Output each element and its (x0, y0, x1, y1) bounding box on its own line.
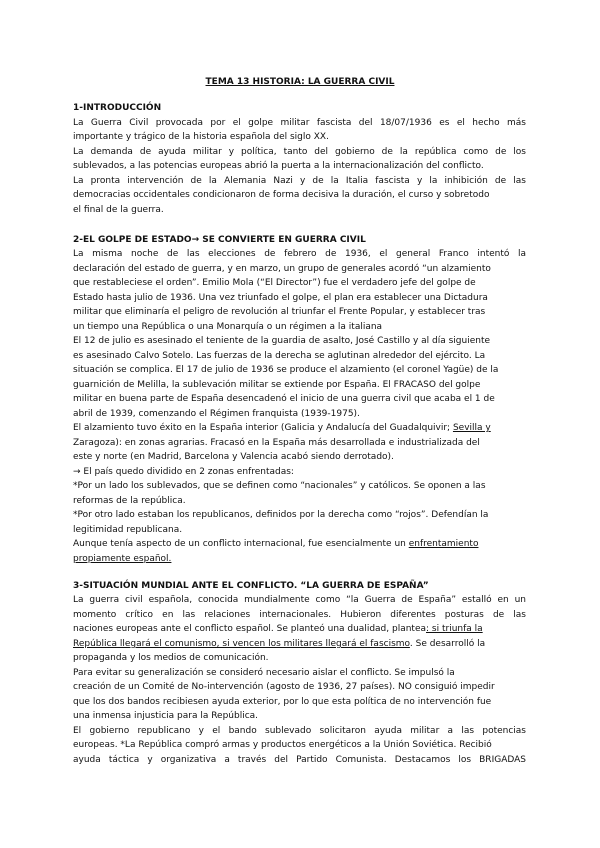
underlined-text: enfrentamiento (408, 539, 479, 549)
paragraph-line: Estado hasta julio de 1936. Una vez triunfado el golpe, el plan era establecer una Dictadura (73, 293, 488, 303)
section-2-heading: 2-EL GOLPE DE ESTADO→ SE CONVIERTE EN GUERRA CIVIL (73, 235, 366, 245)
paragraph-line: propiamente español. (73, 554, 172, 564)
underlined-text: República llegará el comunismo, si vencen los militares llegará el fascismo (73, 639, 410, 649)
paragraph-line: propaganda y los medios de comunicación. (73, 653, 269, 663)
paragraph-line: una inmensa injusticia para la República. (73, 711, 259, 721)
paragraph-line: este y norte (en Madrid, Barcelona y Valencia acabó siendo derrotado). (73, 452, 394, 462)
paragraph-line: momento crítico en las relaciones internacionales. Hubieron diferentes posturas de las (73, 610, 526, 620)
paragraph-line: → El país quedo dividido en 2 zonas enfrentadas: (73, 467, 294, 477)
paragraph-line: militar en buena parte de España desencadenó el inicio de una guerra civil que acaba el 1 de (73, 394, 495, 404)
paragraph-line: La guerra civil española, conocida mundialmente como “la Guerra de España” estalló en un (73, 595, 526, 605)
underlined-text: Sevilla y (452, 423, 491, 433)
paragraph-line: reformas de la república. (73, 496, 186, 506)
paragraph-line: El gobierno republicano y el bando sublevado solicitaron ayuda militar a las potencias (73, 726, 526, 736)
paragraph-line: ayuda táctica y organizativa a través del Partido Comunista. Destacamos los BRIGADAS (73, 755, 526, 765)
paragraph-line: importante y trágico de la historia española del siglo XX. (73, 132, 329, 142)
paragraph-line: guarnición de Melilla, la sublevación militar se extiende por España. El FRACASO del golpe (73, 380, 481, 390)
paragraph-line: un tiempo una República o una Monarquía o un régimen a la italiana (73, 322, 383, 332)
paragraph-line: militar que eliminaría el peligro de revolución al triunfar el Frente Popular, y establecer tras (73, 307, 486, 317)
paragraph-line: La pronta intervención de la Alemania Nazi y de la Italia fascista y la inhibición de las (73, 176, 526, 186)
paragraph-line (73, 422, 491, 434)
paragraph-line: legitimidad republicana. (73, 525, 183, 535)
paragraph-line: situación se complica. El 17 de julio de 1936 se produce el alzamiento (el coronel Yagüe) de la (73, 365, 499, 375)
paragraph-line: *Por un lado los sublevados, que se definen como “nacionales” y católicos. Se oponen a las (73, 481, 486, 491)
paragraph-line (73, 638, 485, 650)
paragraph-line: es asesinado Calvo Sotelo. Las fuerzas de la derecha se aglutinan alrededor del ejército. La (73, 351, 486, 361)
underlined-text: : si triunfa la (426, 624, 483, 634)
paragraph-line: que restableciese el orden”. Emilio Mola (“El Director”) fue el verdadero jefe del golpe de (73, 278, 476, 288)
paragraph-line: La demanda de ayuda militar y política, tanto del gobierno de la república como de los (73, 147, 526, 157)
paragraph-line: declaración del estado de guerra, y en marzo, un grupo de generales acordó “un alzamiento (73, 264, 491, 274)
paragraph-line: europeas. *La República compró armas y productos energéticos a la Unión Soviética. Recibió (73, 740, 492, 750)
paragraph-line: sublevados, a las potencias europeas abrió la puerta a la internacionalización del conflicto. (73, 161, 484, 171)
paragraph-line: creación de un Comité de No-intervención (agosto de 1936, 27 países). NO consiguió impedir (73, 682, 495, 692)
paragraph-line (73, 538, 478, 550)
paragraph-line: abril de 1939, comenzando el Régimen franquista (1939-1975). (73, 409, 360, 419)
paragraph-line: Zaragoza): en zonas agrarias. Fracasó en la España más desarrollada e industrializada del (73, 438, 480, 448)
paragraph-line: el final de la guerra. (73, 205, 164, 215)
text-span: . Se desarrolló la (409, 639, 486, 649)
paragraph-line: La misma noche de las elecciones de febrero de 1936, el general Franco intentó la (73, 249, 526, 259)
paragraph-line: El 12 de julio es asesinado el teniente de la guardia de asalto, José Castillo y al día siguiente (73, 336, 491, 346)
section-1-heading: 1-INTRODUCCIÓN (73, 103, 162, 113)
text-span: naciones europeas ante el conflicto español. Se planteó una dualidad, plantea (73, 624, 427, 634)
text-span: Aunque tenía aspecto de un conflicto internacional, fue esencialmente un (73, 539, 409, 549)
paragraph-line: Para evitar su generalización se consideró necesario aislar el conflicto. Se impulsó la (73, 668, 455, 678)
text-span: El alzamiento tuvo éxito en la España interior (Galicia y Andalucía del Guadalquivir; (73, 423, 453, 433)
paragraph-line: democracias occidentales condicionaron de forma decisiva la duración, el curso y sobretodo (73, 190, 490, 200)
page-title: TEMA 13 HISTORIA: LA GUERRA CIVIL (205, 77, 395, 87)
section-3-heading: 3-SITUACIÓN MUNDIAL ANTE EL CONFLICTO. “LA GUERRA DE ESPAÑA” (73, 581, 429, 591)
paragraph-line: que los dos bandos recibiesen ayuda exterior, por lo que esta política de no intervención fue (73, 697, 492, 707)
paragraph-line: La Guerra Civil provocada por el golpe militar fascista del 18/07/1936 es el hecho más (73, 118, 526, 128)
paragraph-line: *Por otro lado estaban los republicanos, definidos por la derecha como “rojos”. Defendían la (73, 510, 489, 520)
paragraph-line (73, 623, 483, 635)
